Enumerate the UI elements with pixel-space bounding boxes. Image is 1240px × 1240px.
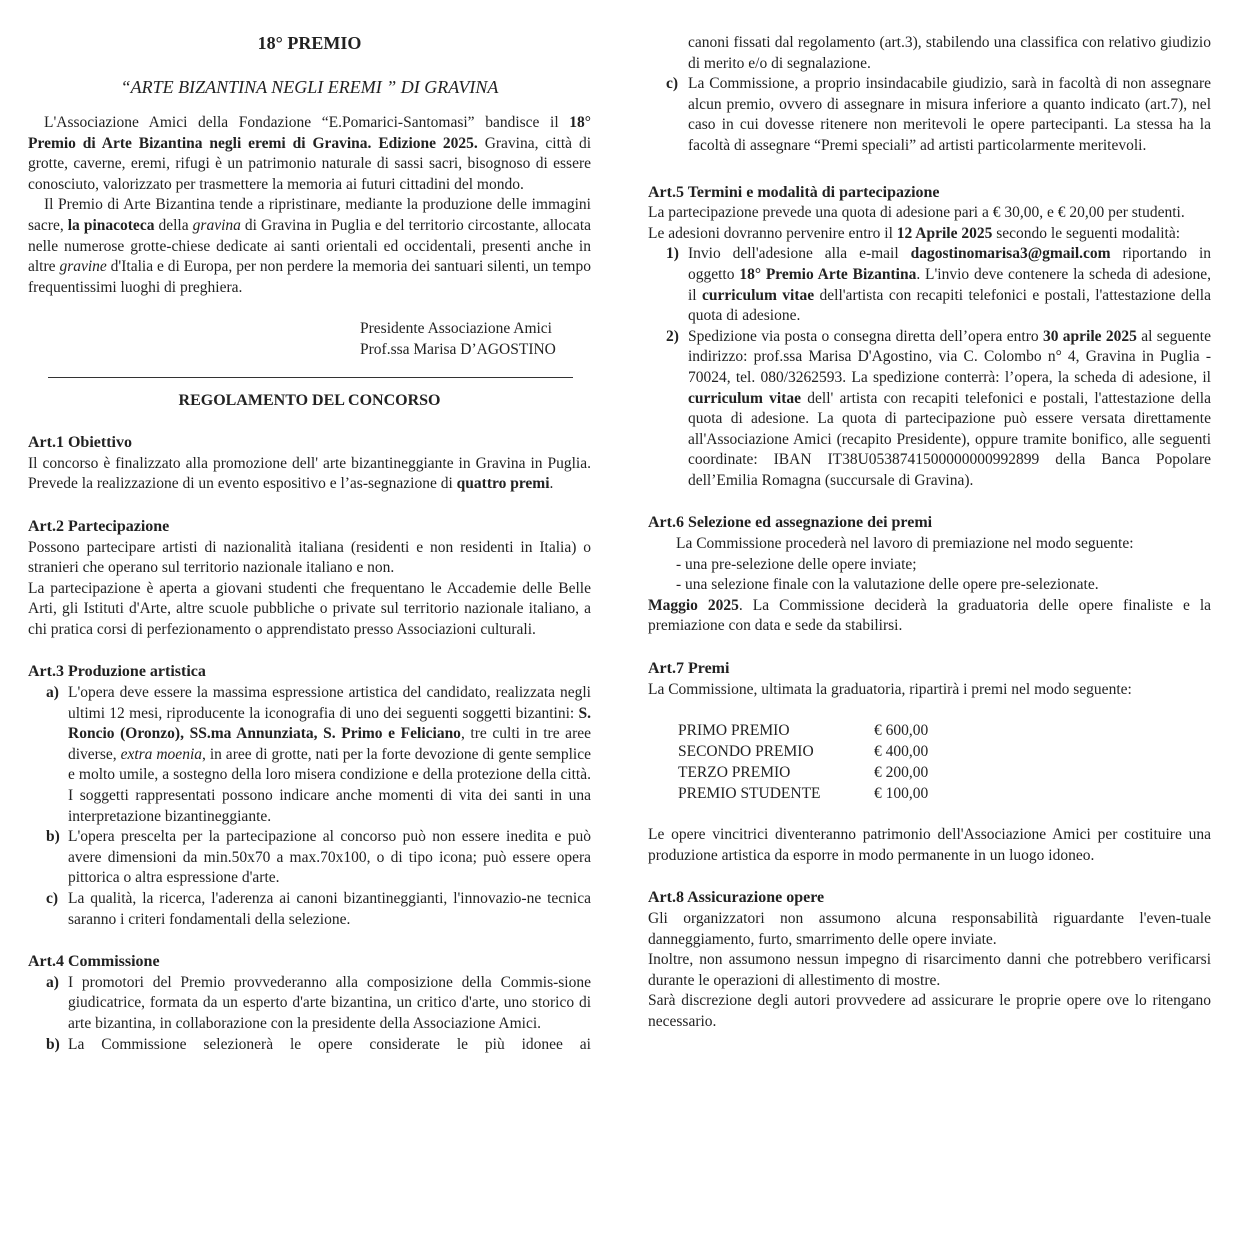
- art2-heading: Art.2 Partecipazione: [28, 517, 170, 535]
- art1-heading: Art.1 Obiettivo: [28, 434, 132, 452]
- art6-text: . La Commissione deciderà la graduatoria delle opere finaliste e la premiazione con data e sede da stabilirsi.: [648, 596, 1212, 635]
- art5-heading: Art.5 Termini e modalità di partecipazione: [648, 183, 940, 201]
- right-column: [648, 0, 1211, 1033]
- art5-item-1: [648, 244, 1211, 326]
- art8-heading: Art.8 Assicurazione opere: [648, 889, 825, 907]
- art6-list-item: - una pre-selezione delle opere inviate;: [676, 555, 917, 573]
- art3-item-b: [28, 827, 591, 889]
- intro-text: Gravina, città di grotte, caverne, eremi, rifugi è un patrimonio naturale di sassi sacri, bisognoso di essere conosciuto, valorizzato per trasmettere la memoria ai futuri cittadini del mondo.: [28, 134, 592, 193]
- art4-a-text: I promotori del Premio provvederanno alla composizione della Commis-sione giudicatrice, formata da un esperto d'arte bizantina, un critico d'arte, uno storico di arte bizantina, in collaborazione con la presidente della Associazione Amici.: [68, 973, 591, 1032]
- art1-text-part: Il concorso è finalizzato alla promozione dell' arte bizantineggiante in Gravina in Puglia. Prevede la realizzazione di un evento espositivo e l’as-segnazione di: [28, 454, 591, 493]
- art3-c-text: La qualità, la ricerca, l'aderenza ai canoni bizantineggianti, l'innovazio-ne tecnica saranno i criteri fondamentali della selezione.: [68, 890, 591, 928]
- art5-i1-text: dell'artista con recapiti telefonici e postali, l'attestazione della quota di adesione.: [688, 286, 1211, 325]
- prize-amount: € 100,00: [874, 785, 929, 803]
- art4-item-a: [28, 973, 591, 1035]
- intro-emphasis: la pinacoteca: [67, 216, 155, 234]
- art5-text: Le adesioni dovranno pervenire entro il: [648, 224, 897, 242]
- intro-text: della: [154, 216, 193, 234]
- art8-paragraph-3: Sarà discrezione degli autori provvedere ad assicurare le proprie opere ove lo ritengano necessario.: [648, 992, 1211, 1030]
- art2-paragraph-2: La partecipazione è aperta a giovani studenti che frequentano le Accademie delle Belle Arti, gli Istituti d'Arte, altre scuole pubbliche o private sul territorio nazionale italiano, a chi pratica corsi di perfezionamento o apprendistato presso Associazioni culturali.: [28, 579, 591, 638]
- prize-amount: € 600,00: [874, 722, 929, 740]
- item-label: 1): [666, 245, 679, 263]
- prize-name: PRIMO PREMIO: [678, 722, 790, 740]
- intro-paragraph-1: [28, 113, 591, 195]
- art1-prizes: quattro premi: [456, 475, 550, 493]
- art3-item-c: [28, 889, 591, 930]
- art4-c-text: La Commissione, a proprio insindacabile giudizio, sarà in facoltà di non assegnare alcun premio, ovvero di assegnare in misura inferiore a quanto indicato (art.7), nel caso in cui dovesse ritenere non meritevoli le opere partecipanti. La stessa ha la facoltà di assegnare “Premi speciali” ad artisti particolarmente meritevoli.: [688, 75, 1211, 154]
- item-label: c): [46, 890, 59, 907]
- contact-email: dagostinomarisa3@gmail.com: [910, 245, 1111, 263]
- art6-date: Maggio 2025: [648, 596, 739, 614]
- art3-a-text: , tre culti in tre aree diverse,: [68, 725, 591, 763]
- art5-i1-text: . L'invio deve contenere la scheda di adesione, il: [688, 265, 1212, 304]
- art5-ship-deadline: 30 aprile 2025: [1042, 327, 1137, 345]
- intro-italic: gravina: [192, 216, 241, 234]
- item-label: b): [46, 828, 60, 846]
- art3-a-text: , in aree di grotte, nati per la forte devozione di gente semplice e molto umile, a sostegno della loro misera condizione e della protezione della città. I soggetti rappresentati possono indicare anche momenti di vita dei santi in una interpretazione bizantineggiante.: [68, 745, 591, 825]
- signature-role: Presidente Associazione Amici: [360, 320, 552, 338]
- prize-row: [678, 762, 928, 783]
- art3-extra-moenia: extra moenia: [120, 745, 202, 763]
- intro-edition: 18° Premio di Arte Bizantina negli eremi di Gravina. Edizione 2025.: [28, 114, 591, 152]
- prize-amount: € 200,00: [874, 764, 929, 782]
- art5-deadline: 12 Aprile 2025: [896, 224, 993, 242]
- prize-table: [678, 720, 928, 804]
- art6-list-item: - una selezione finale con la valutazione delle opere pre-selezionate.: [676, 576, 1099, 594]
- art6-paragraph-2: [648, 596, 1211, 637]
- item-label: a): [46, 973, 59, 991]
- art3-a-text: L'opera deve essere la massima espressione artistica del candidato, realizzata negli ultimi 12 mesi, riproducente la iconografia di uno dei seguenti soggetti bizantini:: [68, 684, 591, 722]
- art1-text-part: .: [549, 475, 554, 493]
- prize-name: SECONDO PREMIO: [678, 743, 814, 761]
- art5-subject: 18° Premio Arte Bizantina: [739, 265, 917, 283]
- regulation-title: REGOLAMENTO DEL CONCORSO: [178, 391, 441, 409]
- art7-heading: Art.7 Premi: [648, 660, 730, 678]
- art4-b-continuation: canoni fissati dal regolamento (art.3), stabilendo una classifica con relativo giudizio di merito e/o di segnalazione.: [688, 34, 1211, 72]
- art5-i2-text: dell' artista con recapiti telefonici e postali, l'attestazione della quota di adesione. La quota di partecipazione può essere versata direttamente all'Associazione Amici (recapito Presidente), oppure tramite bonifico, alle seguenti coordinate: IBAN IT38U0538741500000000992899 della Banca Popolare dell’Emilia Romagna (succursale di Gravina).: [688, 389, 1211, 489]
- art4-item-c: [648, 74, 1211, 156]
- art4-heading: Art.4 Commissione: [28, 953, 160, 971]
- prize-row: [678, 720, 928, 741]
- art3-subjects: S. Roncio (Oronzo), SS.ma Annunziata, S. Primo e Feliciano: [68, 704, 591, 743]
- art5-paragraph-2: [648, 224, 1211, 245]
- prize-name: PREMIO STUDENTE: [678, 785, 821, 803]
- prize-row: [678, 783, 928, 804]
- prize-name: TERZO PREMIO: [678, 764, 791, 782]
- art5-i2-text: al seguente indirizzo: prof.ssa Marisa D'Agostino, via C. Colombo n° 4, Gravina in Puglia - 70024, tel. 080/3262593. La spedizione conterrà: l’opera, la scheda di adesione, il: [688, 327, 1211, 386]
- art6-heading: Art.6 Selezione ed assegnazione dei premi: [648, 514, 933, 532]
- intro-text: d'Italia e di Europa, per non perdere la memoria dei santuari silenti, un tempo frequentissimi luoghi di preghiera.: [28, 258, 591, 296]
- art5-item-2: [648, 327, 1211, 492]
- prize-row: [678, 741, 928, 762]
- art5-text: secondo le seguenti modalità:: [992, 224, 1181, 242]
- art3-heading: Art.3 Produzione artistica: [28, 663, 206, 681]
- intro-italic: gravine: [59, 258, 107, 276]
- art5-i1-text: riportando in oggetto: [688, 245, 1211, 283]
- art5-paragraph-1: La partecipazione prevede una quota di adesione pari a € 30,00, e € 20,00 per studenti.: [648, 204, 1185, 222]
- art5-i1-text: Invio dell'adesione alla e-mail: [688, 245, 911, 263]
- art7-paragraph-1: La Commissione, ultimata la graduatoria, ripartirà i premi nel modo seguente:: [648, 680, 1132, 698]
- art1-text: [28, 454, 591, 495]
- art5-cv: curriculum vitae: [688, 389, 802, 407]
- prize-amount: € 400,00: [874, 743, 929, 761]
- art3-b-text: L'opera prescelta per la partecipazione al concorso può non essere inedita e può avere dimensioni da min.50x70 a max.70x100, o di tipo icona; può essere opera pittorica o altra espressione d'arte.: [68, 828, 591, 887]
- art4-item-b: [28, 1035, 591, 1056]
- art4-b-text: La Commissione selezionerà le opere considerate le più idonee ai: [68, 1035, 591, 1053]
- left-column: [28, 0, 591, 1055]
- art7-paragraph-2: Le opere vincitrici diventeranno patrimonio dell'Associazione Amici per costituire una produzione artistica da esporre in modo permanente in un luogo idoneo.: [648, 826, 1211, 864]
- art5-i2-text: Spedizione via posta o consegna diretta dell’opera entro: [688, 327, 1043, 345]
- item-label: c): [666, 75, 679, 93]
- page-title: 18° PREMIO: [257, 33, 362, 53]
- page-subtitle: “ARTE BIZANTINA NEGLI EREMI ” DI GRAVINA: [120, 77, 499, 97]
- art3-item-a: [28, 683, 591, 827]
- art8-paragraph-1: Gli organizzatori non assumono alcuna responsabilità riguardante l'even-tuale danneggiamento, furto, smarrimento delle opere inviate.: [648, 910, 1211, 948]
- item-label: b): [46, 1035, 60, 1053]
- art8-paragraph-2: Inoltre, non assumono nessun impegno di risarcimento danni che potrebbero verificarsi durante le operazioni di allestimento di mostre.: [648, 951, 1211, 989]
- item-label: 2): [666, 327, 679, 345]
- art5-cv: curriculum vitae: [702, 286, 815, 304]
- item-label: a): [46, 684, 59, 702]
- intro-text: di Gravina in Puglia e del territorio circostante, allocata nelle numerose grotte-chiese dedicate ai santi orientali ed occidentali, presenti anche in altre: [28, 216, 592, 276]
- intro-paragraph-2: [28, 195, 591, 298]
- art6-paragraph-1: La Commissione procederà nel lavoro di premiazione nel modo seguente:: [676, 535, 1134, 553]
- intro-text: L'Associazione Amici della Fondazione “E.Pomarici-Santomasi” bandisce il: [44, 114, 570, 131]
- signature-name: Prof.ssa Marisa D’AGOSTINO: [360, 340, 556, 358]
- art2-paragraph-1: Possono partecipare artisti di nazionalità italiana (residenti e non residenti in Italia) o stranieri che operano sul territorio nazionale italiano e non.: [28, 538, 591, 577]
- intro-text: Il Premio di Arte Bizantina tende a ripristinare, mediante la produzione delle immagini sacre,: [28, 196, 591, 234]
